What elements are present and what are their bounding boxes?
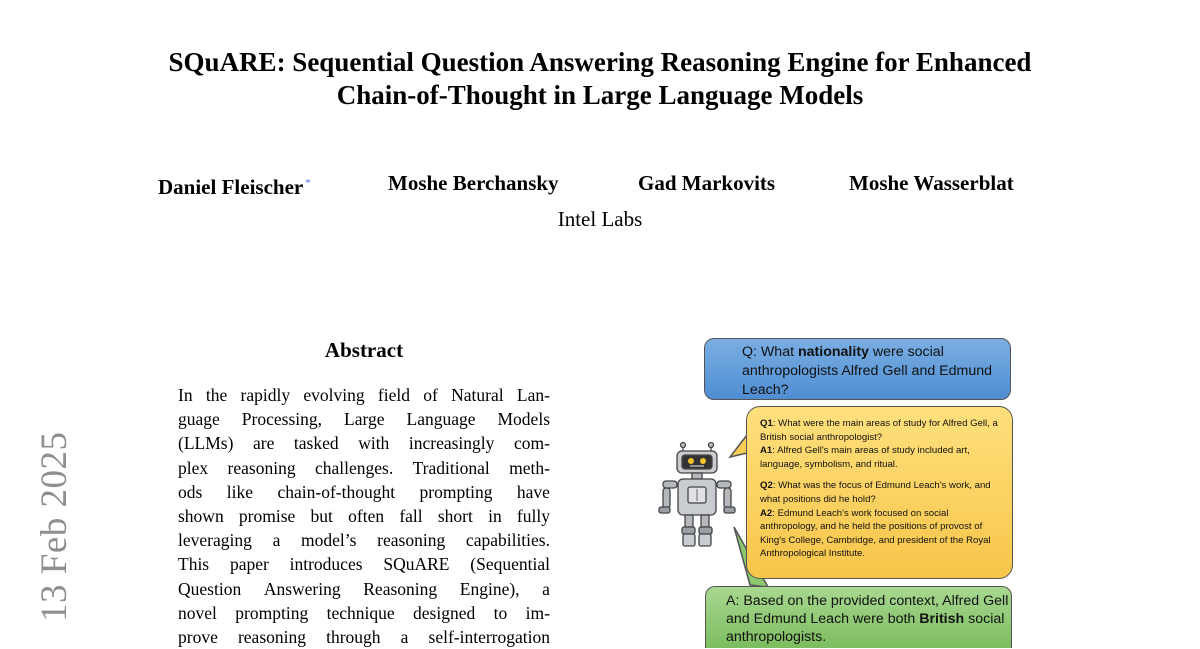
abstract-line	[178, 504, 550, 528]
answer-bubble	[705, 586, 1012, 648]
abstract-word: ods	[178, 481, 203, 502]
abstract-word: Large	[344, 409, 385, 430]
sub-question-label: Q2	[760, 480, 773, 492]
abstract-word: reasoning	[227, 457, 296, 478]
abstract-word: to	[493, 602, 508, 623]
reasoning-step-1	[760, 417, 1004, 471]
author-4: Moshe Wasserblat	[849, 171, 1014, 195]
abstract-word: tasked	[293, 433, 339, 454]
abstract-word: leveraging	[178, 530, 252, 551]
abstract-word: im-	[525, 602, 550, 623]
abstract-word: prompting	[235, 602, 309, 623]
abstract-word: Reasoning	[363, 578, 438, 599]
answer-prefix: A: Based on the provided context, Alfred Gell and Edmund Leach were both	[726, 593, 1009, 627]
abstract-word: novel	[178, 602, 217, 623]
abstract-word: reasoning	[237, 627, 306, 648]
abstract-word: guage	[178, 409, 220, 430]
abstract-word: Answering	[263, 578, 341, 599]
abstract-heading: Abstract	[324, 338, 404, 362]
author-3: Gad Markovits	[638, 171, 776, 195]
abstract-word: Lan-	[516, 385, 550, 405]
abstract-word: have	[516, 481, 550, 502]
abstract-word: com-	[513, 433, 550, 454]
abstract-word: capabilities.	[465, 530, 550, 551]
sub-answer-label: A2	[760, 507, 773, 519]
answer-keyword: British	[919, 611, 965, 627]
abstract-line	[178, 625, 550, 649]
sub-answer-label: A1	[760, 445, 773, 457]
abstract-word: often	[348, 506, 385, 527]
sub-question-text: : What was the focus of Edmund Leach's work, and what positions did he hold?	[760, 480, 991, 505]
abstract-line	[178, 528, 550, 552]
sub-answer-text: : Edmund Leach's work focused on social anthropology, and he held the positions of provost of King's College, Cambridge, and president of the Royal Anthropological Institute.	[760, 507, 991, 560]
abstract-word: Natural	[451, 385, 504, 405]
abstract-word: introduces	[289, 554, 363, 575]
abstract-word: but	[310, 506, 333, 527]
abstract-word: This	[178, 554, 210, 575]
author-1	[158, 169, 311, 201]
abstract-line	[178, 383, 550, 407]
abstract-word: challenges.	[314, 457, 394, 478]
abstract-word: (Sequential	[470, 554, 550, 575]
abstract-word: paper	[229, 554, 269, 575]
title-line-2: Chain-of-Thought in Large Language Models	[336, 80, 864, 110]
abstract-word: Models	[497, 409, 550, 430]
abstract-line	[178, 431, 550, 455]
arxiv-date-stamp: 13 Feb 2025	[34, 431, 75, 622]
abstract-word: reasoning	[377, 530, 446, 551]
abstract-word: of	[423, 385, 438, 405]
abstract-word: through	[326, 627, 381, 648]
abstract-word: like	[226, 481, 254, 502]
abstract-word: prove	[178, 627, 218, 648]
abstract-word: self-interrogation	[428, 627, 550, 648]
abstract-line	[178, 456, 550, 480]
abstract-word: field	[377, 385, 410, 405]
abstract-word: evolving	[303, 385, 365, 405]
sub-answer-text: : Alfred Gell's main areas of study included art, language, symbolism, and ritual.	[760, 445, 970, 470]
abstract-line	[178, 480, 550, 504]
reasoning-step-2	[760, 479, 1004, 561]
abstract-word: In	[178, 385, 193, 405]
abstract-line	[178, 552, 550, 576]
abstract-line	[178, 601, 550, 625]
abstract-word: fall	[399, 506, 423, 527]
abstract-word: Question	[178, 578, 242, 599]
abstract-word: model’s	[301, 530, 357, 551]
reasoning-bubble-tail	[730, 435, 747, 457]
abstract-word: promise	[238, 506, 296, 527]
robot-icon	[659, 443, 735, 547]
abstract-word: a	[272, 530, 281, 551]
abstract-line	[178, 407, 550, 431]
title-line-1: SQuARE: Sequential Question Answering Reasoning Engine for Enhanced	[168, 47, 1032, 77]
answer-rest: social anthropologists.	[726, 611, 1005, 645]
abstract-word: in	[488, 506, 502, 527]
abstract-word: with	[358, 433, 390, 454]
question-keyword: nationality	[797, 344, 869, 360]
abstract-word: are	[252, 433, 275, 454]
abstract-word: Processing,	[241, 409, 322, 430]
abstract-word: a	[400, 627, 409, 648]
abstract-word: a	[542, 578, 550, 599]
abstract-word: Engine),	[459, 578, 520, 599]
abstract-word: prompting	[419, 481, 493, 502]
corresponding-author-mark: *	[305, 177, 311, 189]
abstract-word: designed	[413, 602, 476, 623]
sub-question-label: Q1	[760, 418, 773, 429]
abstract-word: rapidly	[240, 385, 291, 405]
question-rest: were social anthropologists Alfred Gell and Edmund Leach?	[742, 344, 993, 398]
question-prefix: Q: What	[742, 344, 798, 360]
abstract-word: shown	[178, 506, 224, 527]
affiliation: Intel Labs	[557, 207, 643, 231]
author-2: Moshe Berchansky	[388, 171, 559, 195]
abstract-word: meth-	[509, 457, 550, 478]
abstract-word: short	[437, 506, 473, 527]
abstract-word: increasingly	[408, 433, 495, 454]
abstract-word: SQuARE	[383, 554, 450, 575]
abstract-word: plex	[178, 457, 209, 478]
abstract-word: chain-of-thought	[277, 481, 396, 502]
reasoning-bubble	[746, 406, 1013, 579]
author-name: Daniel Fleischer	[158, 175, 304, 199]
paper-title	[0, 46, 1200, 112]
abstract-word: Language	[406, 409, 476, 430]
abstract-word: Traditional	[412, 457, 490, 478]
abstract-word: the	[205, 385, 228, 405]
abstract-body	[178, 383, 550, 649]
abstract-line	[178, 577, 550, 601]
sub-question-text: : What were the main areas of study for Alfred Gell, a British social anthropologist?	[760, 418, 998, 443]
question-bubble	[704, 338, 1011, 400]
abstract-word: (LLMs)	[178, 433, 234, 454]
abstract-word: fully	[516, 506, 550, 527]
figure-squre-example	[650, 335, 1020, 648]
abstract-word: technique	[326, 602, 395, 623]
